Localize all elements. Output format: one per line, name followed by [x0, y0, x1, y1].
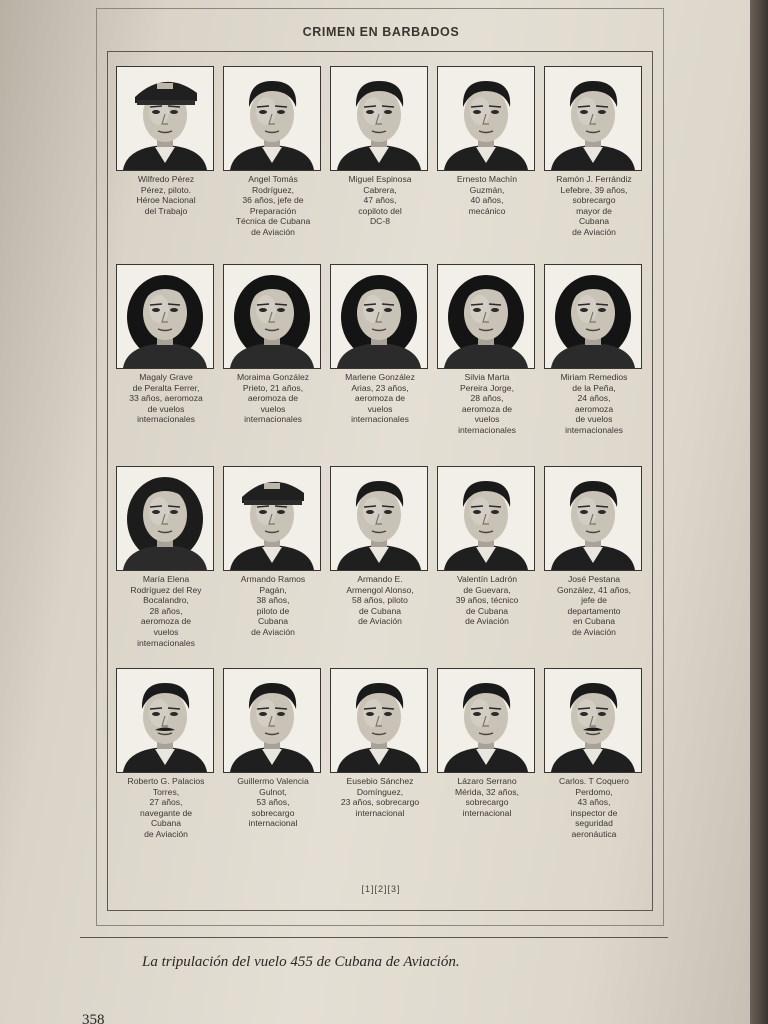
caption-line: aeromoza de [140, 616, 192, 627]
caption-line: 24 años, [577, 393, 611, 404]
page-number: 358 [82, 1012, 105, 1024]
portrait-photo [544, 466, 642, 571]
caption-line: Arias, 23 años, [351, 382, 409, 393]
caption-line: vuelos [260, 403, 286, 414]
caption-line: 27 años, [149, 797, 183, 808]
caption-line: Angel Tomás [248, 174, 298, 184]
caption-line: Ramón J. Ferrándiz [556, 174, 632, 184]
caption-line: 28 años, [149, 605, 183, 616]
caption-line: González, 41 años, [556, 584, 632, 595]
caption-line: 40 años, [470, 195, 504, 206]
caption-line: 47 años, [363, 195, 397, 206]
crew-caption [217, 372, 329, 425]
portrait-photo [116, 264, 214, 369]
portrait-photo [116, 668, 214, 773]
caption-line: 38 años, [256, 595, 290, 606]
caption-line: Prieto, 21 años, [242, 382, 304, 393]
caption-line: internacional [462, 807, 512, 818]
caption-line: Pérez, piloto. [140, 184, 192, 195]
caption-line: de Aviación [465, 616, 509, 627]
caption-line: Cabrera, [363, 184, 397, 195]
crew-caption [110, 174, 222, 216]
caption-line: aeromoza de [354, 393, 406, 404]
caption-line: Armando E. [357, 574, 403, 584]
caption-line: de Aviación [251, 226, 295, 237]
portrait-photo [330, 264, 428, 369]
caption-line: internacional [355, 807, 405, 818]
caption-line: internacional [248, 818, 298, 829]
crew-caption [431, 372, 543, 436]
caption-line: 36 años, jefe de [242, 195, 304, 206]
caption-line: Perdomo, [575, 786, 613, 797]
caption-line: Rodríguez, [251, 184, 295, 195]
portrait-photo [116, 66, 214, 171]
portrait-photo [223, 668, 321, 773]
caption-line: Valentín Ladrón [456, 574, 518, 584]
caption-line: seguridad [575, 818, 613, 829]
caption-line: Mérida, 32 años, [454, 786, 519, 797]
crew-caption [431, 776, 543, 818]
caption-line: mecánico [468, 205, 506, 216]
crew-caption [324, 776, 436, 818]
caption-line: Moraima González [236, 372, 310, 382]
caption-line: Eusebio Sánchez [346, 776, 414, 786]
portrait-photo [330, 66, 428, 171]
caption-line: de Guevara, [463, 584, 511, 595]
caption-line: internacionales [458, 424, 516, 435]
crew-caption [538, 776, 650, 840]
page-edge-shadow [750, 0, 768, 1024]
caption-line: Roberto G. Palacios [127, 776, 205, 786]
caption-line: internacionales [565, 424, 623, 435]
portrait-photo [544, 668, 642, 773]
caption-line: piloto de [256, 605, 290, 616]
caption-line: Guzmán, [469, 184, 505, 195]
caption-line: Cubana [150, 818, 182, 829]
caption-line: Ernesto Machín [456, 174, 518, 184]
portrait-photo [223, 466, 321, 571]
caption-line: 43 años, [577, 797, 611, 808]
caption-line: Rodríguez del Rey [130, 584, 202, 595]
caption-line: Torres, [152, 786, 180, 797]
caption-line: internacionales [137, 414, 195, 425]
caption-line: Cubana [578, 216, 610, 227]
caption-line: 28 años, [470, 393, 504, 404]
portrait-photo [544, 66, 642, 171]
caption-line: Pereira Jorge, [460, 382, 514, 393]
caption-line: Cubana [257, 616, 289, 627]
caption-line: inspector de [570, 807, 618, 818]
caption-line: en Cubana [572, 616, 616, 627]
caption-line: internacionales [244, 414, 302, 425]
caption-line: aeromoza [574, 403, 614, 414]
caption-line: de Peralta Ferrer, [132, 382, 200, 393]
crew-caption [324, 174, 436, 227]
crew-caption [217, 174, 329, 238]
portrait-photo [223, 66, 321, 171]
caption-line: Guillermo Valencia [237, 776, 309, 786]
portrait-photo [437, 668, 535, 773]
crew-caption [217, 776, 329, 829]
caption-line: 39 años, técnico [455, 595, 519, 606]
caption-line: de Cubana [465, 605, 509, 616]
caption-line: de la Peña, [572, 382, 616, 393]
figure-caption: La tripulación del vuelo 455 de Cubana de Aviación. [142, 954, 460, 970]
caption-line: vuelos [474, 414, 500, 425]
portrait-photo [437, 66, 535, 171]
caption-line: de Aviación [358, 616, 402, 627]
caption-line: del Trabajo [144, 205, 188, 216]
caption-line: Lázaro Serrano [457, 776, 517, 786]
portrait-photo [437, 264, 535, 369]
caption-line: Armengol Alonso, [346, 584, 414, 595]
caption-line: Preparación [249, 205, 297, 216]
caption-line: de Cubana [358, 605, 402, 616]
caption-line: Carlos. T Coquero [559, 776, 629, 786]
portrait-photo [116, 466, 214, 571]
caption-line: departamento [567, 605, 621, 616]
caption-line: 58 años, piloto [352, 595, 408, 606]
caption-line: internacionales [137, 637, 195, 648]
caption-line: Gulnot, [259, 786, 287, 797]
crew-caption [110, 574, 222, 648]
caption-line: Miriam Remedios [560, 372, 628, 382]
caption-line: Silvia Marta [464, 372, 510, 382]
crew-caption [538, 372, 650, 436]
caption-line: navegante de [139, 807, 193, 818]
crew-caption [110, 372, 222, 425]
caption-line: José Pestana [567, 574, 621, 584]
caption-line: jefe de [581, 595, 607, 606]
caption-line: de Aviación [572, 626, 616, 637]
caption-line: de Aviación [251, 626, 295, 637]
caption-line: internacionales [351, 414, 409, 425]
caption-line: vuelos [367, 403, 393, 414]
caption-line: María Elena [142, 574, 190, 584]
caption-line: Técnica de Cubana [235, 216, 311, 227]
caption-line: Lefebre, 39 años, [560, 184, 628, 195]
caption-line: 33 años, aeromoza [129, 393, 203, 404]
running-head: CRIMEN EN BARBADOS [302, 25, 460, 39]
caption-line: de vuelos [575, 414, 613, 425]
caption-line: Miguel Espinosa [348, 174, 412, 184]
crew-caption [110, 776, 222, 840]
portrait-photo [330, 668, 428, 773]
crew-caption [324, 574, 436, 627]
caption-line: mayor de [576, 205, 612, 216]
caption-line: Marlene González [345, 372, 415, 382]
caption-line: Bocalandro, [143, 595, 189, 606]
crew-caption [431, 174, 543, 216]
portrait-photo [330, 466, 428, 571]
caption-line: sobrecargo [465, 797, 509, 808]
figure-frame [96, 8, 664, 926]
caption-line: Héroe Nacional [136, 195, 196, 206]
caption-rule [80, 937, 668, 938]
caption-line: copiloto del [358, 205, 402, 216]
caption-line: sobrecargo [251, 807, 295, 818]
caption-line: Wilfredo Pérez [137, 174, 195, 184]
caption-line: Pagán, [259, 584, 287, 595]
portrait-photo [223, 264, 321, 369]
crew-caption [538, 174, 650, 238]
caption-line: 53 años, [256, 797, 290, 808]
caption-line: vuelos [153, 626, 179, 637]
crew-caption [324, 372, 436, 425]
caption-line: de Aviación [144, 828, 188, 839]
caption-line: de vuelos [147, 403, 185, 414]
caption-line: aeromoza de [247, 393, 299, 404]
caption-line: sobrecargo [572, 195, 616, 206]
page-pager: [1][2][3] [361, 884, 401, 894]
portrait-photo [544, 264, 642, 369]
crew-caption [217, 574, 329, 638]
caption-line: aeronáutica [571, 828, 617, 839]
portrait-photo [437, 466, 535, 571]
crew-caption [538, 574, 650, 638]
crew-photo-grid [107, 51, 653, 911]
caption-line: Domínguez, [356, 786, 404, 797]
caption-line: DC-8 [369, 216, 391, 227]
caption-line: Magaly Grave [139, 372, 193, 382]
caption-line: de Aviación [572, 226, 616, 237]
caption-line: 23 años, sobrecargo [340, 797, 420, 808]
caption-line: aeromoza de [461, 403, 513, 414]
caption-line: Armando Ramos [240, 574, 306, 584]
crew-caption [431, 574, 543, 627]
